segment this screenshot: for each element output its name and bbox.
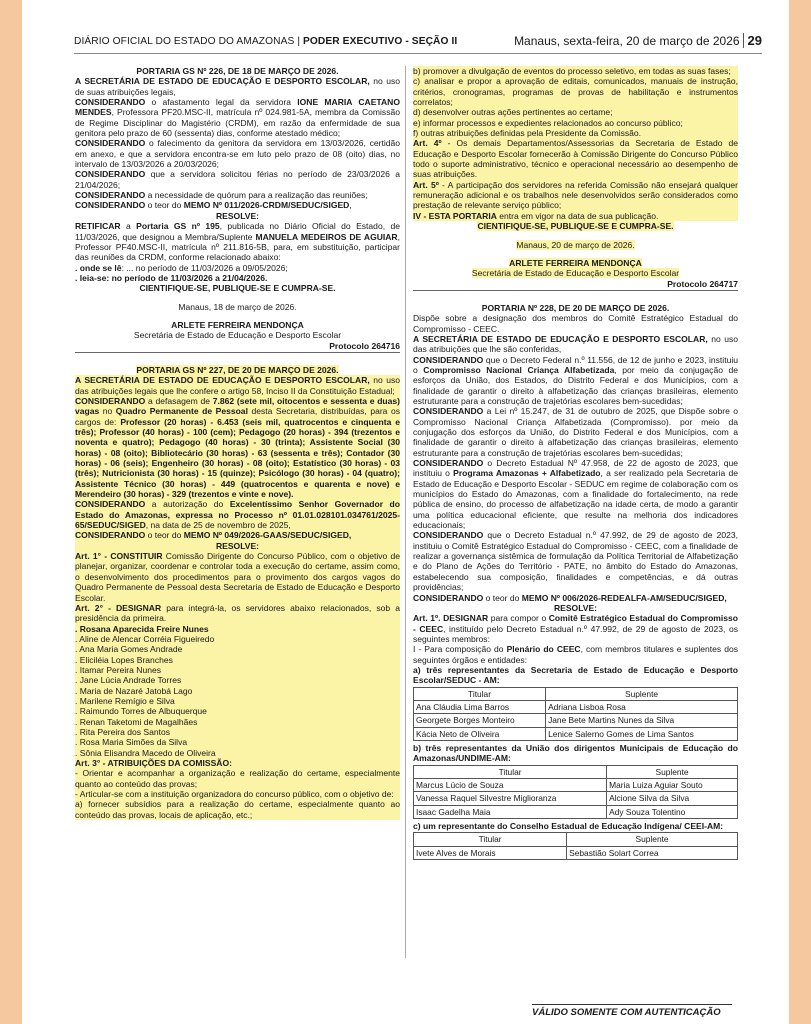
place-date: Manaus, 18 de março de 2026. [178,301,297,312]
list-item: . Itamar Pereira Nunes [75,665,400,675]
portaria-226: PORTARIA GS Nº 226, DE 18 DE MARÇO DE 2026. A SECRETÁRIA DE ESTADO DE EDUCAÇÃO E DESPORTO ESCOLAR, no uso de suas atribuições legais, CONSIDERANDO o afastamento legal da servidora IONE MARIA CAETANO MENDES, Professora PF20.MSC-II, matrícula nº 024.981-5A, membra da Comissão de Regime Disciplinar do Magistério (CRDM), em razão da enfermidade de sua genitora pelo prazo de 60 (sessenta) dias, conforme atestado médico; CONSIDERANDO o falecimento da genitora da servidora em 13/03/2026, certidão em anexo, e que a servidora encontra-se em luto pelo prazo de 08 (oito) dias, no intervalo de 13/03/2026 a 20/03/2026; CONSIDERANDO que a servidora solicitou férias no período de 23/03/2026 a 21/04/2026; CONSIDERANDO a necessidade de quórum para a realização das reuniões; CONSIDERANDO o teor do MEMO Nº 011/2026-CRDM/SEDUC/SIGED, RESOLVE: RETIFICAR a Portaria GS nº 195, publicada no Diário Oficial do Estado, de 11/03/2026, que designou a Membra/Suplente MANUELA MEDEIROS DE AGUIAR, Professor PF40.MSC-II, matrícula nº 211.816-5B, para, em substituição, participar das reuniões da CRDM, conforme relacionado abaixo: . onde se lê: ... no período de 11/03/2026 a 09/05/2026; . leia-se: no período de 11/03/2026 a 21/04/2026. CIENTIFIQUE-SE, PUBLIQUE-SE E CUMPRA-SE. Manaus, 18 de março de 2026. ARLETE FERREIRA MENDONÇA Secretária de Estado de Educação e Desporto Escolar Protocolo 264716 [75,66,400,353]
suplente-cell: Jane Bete Martins Nunes da Silva [546,714,738,727]
portaria-227-continued: b) promover a divulgação de eventos do processo seletivo, em todas as suas fases; c) analisar e propor a aprovação de editais, comunicados, manuais de instrução, critérios, cronogramas, programas de provas de habilitação e instrumentos correlatos; d) desenvolver outras ações pertinentes ao certame; e) informar processos e expedientes relacionados ao concurso público; f) outras atribuições definidas pela Presidente da Comissão. Art. 4º - Os demais Departamentos/Assessorias da Secretaria de Estado de Educação e Desporto Escolar fornecerão à Comissão Dirigente do Concurso Público todo o suporte administrativo, técnico e operacional necessário ao desempenho de suas atribuições. Art. 5º - A participação dos servidores na referida Comissão não ensejará qualquer remuneração adicional e os trabalhos nele desenvolvidos serão considerados como prestação de relevante serviço público; IV - ESTA PORTARIA entra em vigor na data de sua publicação. CIENTIFIQUE-SE, PUBLIQUE-SE E CUMPRA-SE. Manaus, 20 de março de 2026. ARLETE FERREIRA MENDONÇA Secretária de Estado de Educação e Desporto Escolar Protocolo 264717 [413,66,738,291]
commission-members [75,634,400,758]
list-item: . Marilene Remígio e Silva [75,696,400,706]
signer-name: ARLETE FERREIRA MENDONÇA [171,319,304,330]
portaria-227-title: PORTARIA GS Nº 227, DE 20 DE MARÇO DE 2026. [136,364,339,375]
titular-cell: Vanessa Raquel Silvestre Miglioranza [414,792,607,805]
table-row [414,846,738,859]
page-number: 29 [743,33,762,48]
list-item: . Aline de Alencar Corréia Figueiredo [75,634,400,644]
list-item: . Renan Taketomi de Magalhães [75,717,400,727]
table-row [414,727,738,740]
suplente-cell: Sebastião Solart Correa [567,846,738,859]
titular-cell: Georgete Borges Monteiro [414,714,546,727]
protocol-number: Protocolo 264716 [329,340,400,351]
table-row [414,700,738,713]
table-header-row: Titular Suplente [414,765,738,778]
table-header-row: Titular Suplente [414,833,738,846]
right-column [413,66,738,862]
resolve-heading: RESOLVE: [215,210,260,221]
suplente-cell: Lenice Salerno Gomes de Lima Santos [546,727,738,740]
table-undime [413,765,738,819]
list-item: . Jane Lúcia Andrade Torres [75,675,400,685]
protocol-number: Protocolo 264717 [667,278,738,289]
list-item: . Sônia Elisandra Macedo de Oliveira [75,748,400,758]
titular-cell: Marcus Lúcio de Souza [414,779,607,792]
table-row [414,714,738,727]
table-row [414,792,738,805]
portaria-226-title: PORTARIA GS Nº 226, DE 18 DE MARÇO DE 2026. [136,66,339,76]
portaria-228: PORTARIA Nº 228, DE 20 DE MARÇO DE 2026. Dispõe sobre a designação dos membros do Comitê Estratégico Estadual do Compromisso - CEEC. A SECRETÁRIA DE ESTADO DE EDUCAÇÃO E DESPORTO ESCOLAR, no uso das atribuições que lhe são conferidas, CONSIDERANDO que o Decreto Federal n.º 11.556, de 12 de junho e 2023, instituiu o Compromisso Nacional Criança Alfabetizada, por meio da conjugação de esforços da União, dos Estados, do Distrito Federal e dos Municípios, com a finalidade de garantir o direito à alfabetização das crianças brasileiras, elemento estruturante para a construção de trajetórias escolares bem-sucedidas; CONSIDERANDO a Lei nº 15.247, de 31 de outubro de 2025, que Dispõe sobre o Compromisso Nacional Criança Alfabetizada (Compromisso). por meio da conjugação dos esforços da União, do Distrito Federal e dos Municípios, com a finalidade de garantir o direito à alfabetização das crianças brasileiras, elemento estruturante para a construção de trajetórias escolares bem-sucedidas; CONSIDERANDO o Decreto Estadual Nº 47.958, de 22 de agosto de 2023, que instituiu o Programa Amazonas + Alfabetizado, a ser realizado pela Secretaria de Estado de Educação e Desporto Escolar - SEDUC em regime de colaboração com os municípios do Estado do Amazonas, com a finalidade do fortalecimento, na rede pública de ensino, do processo de alfabetização na idade certa, de modo a garantir uma política educacional eficiente, que resulte na melhoria dos indicadores educacionais; CONSIDERANDO que o Decreto Estadual n.º 47.992, de 29 de agosto de 2023, instituiu o Comitê Estratégico Estadual do Compromisso - CEEC, com a finalidade de realizar a governança sistêmica de formulação da Política Territorial de Alfabetização e do Plano de Ações do Território - PATE, no âmbito do Estado do Amazonas, estabelecendo sua composição, finalidades e competências, e dá outras providências; CONSIDERANDO o teor do MEMO Nº 006/2026-REDEALFA-AM/SEDUC/SIGED, RESOLVE: Art. 1º. DESIGNAR para compor o Comitê Estratégico Estadual do Compromisso - CEEC, instituído pelo Decreto Estadual n.º 47.992, de 29 de agosto de 2023, os seguintes membros: I - Para composição do Plenário do CEEC, com membros titulares e suplentes dos seguintes órgãos e entidades: a) três representantes da Secretaria de Estado de Educação e Desporto Escolar/SEDUC - AM: Titular Suplente Ana Cláudia Lima Barros Adriana Lisboa Rosa Georgete Borges Monteiro Jane Bete Martins Nunes da Silva Kácia Neto de Oliveira Lenice Salerno Gomes de Lima Santos b) três representantes da União dos dirigentos Municipais de Educação do Amazonas/UNDIME-AM: Titular Suplente Marcus Lúcio de Souza Maria Luiza Aguiar Souto Vanessa Raquel Silvestre Miglioranza Alcione Silva da Silva Isaac Gadelha Maia Ady Souza Tolentino c) um representante do Conselho Estadual de Educação Indígena/ CEEI-AM: Titular Suplente Ivete Alves de Morais Sebastião Solart Correa [413,303,738,860]
journal-title: DIÁRIO OFICIAL DO ESTADO DO AMAZONAS | PODER EXECUTIVO - SEÇÃO II [74,36,458,47]
left-column [75,66,400,820]
titular-cell: Ana Cláudia Lima Barros [414,700,546,713]
portaria-228-title: PORTARIA Nº 228, DE 20 DE MARÇO DE 2026. [481,302,670,313]
table-row [414,779,738,792]
portaria-227: PORTARIA GS Nº 227, DE 20 DE MARÇO DE 2026. A SECRETÁRIA DE ESTADO DE EDUCAÇÃO E DESPORTO ESCOLAR, no uso das atribuições legais que lhe confere o artigo 58, Inciso II da Constituição Estadual; CONSIDERANDO a defasagem de 7.862 (sete mil, oitocentos e sessenta e duas) vagas no Quadro Permanente de Pessoal desta Secretaria, distribuídas, para os cargos de: Professor (20 horas) - 6.453 (seis mil, quatrocentos e cinquenta e três); Professor (40 horas) - 100 (cem); Pedagogo (20 horas) - 394 (trezentos e noventa e quatro); Pedagogo (40 horas) - 30 (trinta); Assistente Social (30 horas) - 08 (oito); Bibliotecário (30 horas) - 63 (sessenta e três); Contador (30 horas) - 06 (seis); Engenheiro (30 horas) - 08 (oito); Estatístico (30 horas) - 03 (três); Nutricionista (30 horas) - 15 (quinze); Psicólogo (30 horas) - 04 (quatro); Assistente Técnico (30 horas) - 449 (quatrocentos e quarenta e nove) e Merendeiro (30 horas) - 329 (trezentos e vinte e nove). CONSIDERANDO a autorização do Excelentíssimo Senhor Governador do Estado do Amazonas, expressa no Processo nº 01.01.028101.034761/2025-65/SEDUC/SIGED, na data de 25 de novembro de 2025, CONSIDERANDO o teor do MEMO Nº 049/2026-GAAS/SEDUC/SIGED, RESOLVE: Art. 1° - CONSTITUIR Comissão Dirigente do Concurso Público, com o objetivo de planejar, organizar, coordenar e controlar toda a execução do certame, assim como, o desenvolvimento dos procedimentos para o provimento dos cargos vagos do Quadro Permanente de Pessoal desta Secretaria de Estado de Educação e Desporto Escolar. Art. 2° - DESIGNAR para integrá-la, os servidores abaixo relacionados, sob a presidência da primeira. . Rosana Aparecida Freire Nunes . Aline de Alencar Corréia Figueiredo . Ana Maria Gomes Andrade . Eliciléia Lopes Branches . Itamar Pereira Nunes . Jane Lúcia Andrade Torres . Maria de Nazaré Jatobá Lago . Marilene Remígio e Silva . Raimundo Torres de Albuquerque . Renan Taketomi de Magalhães . Rita Pereira dos Santos . Rosa Maria Simões da Silva . Sônia Elisandra Macedo de Oliveira Art. 3° - ATRIBUIÇÕES DA COMISSÃO: - Orientar e acompanhar a organização e realização do certame, especialmente quanto ao conteúdo das provas; - Articular-se com a instituição organizadora do concurso público, com o objetivo de: a) fornecer subsídios para a realização do certame, especialmente quanto ao conteúdo das provas, locais de aplicação, etc.; [75,364,401,820]
table-ceei [413,832,738,860]
authentication-notice: VÁLIDO SOMENTE COM AUTENTICAÇÃO [532,1004,732,1018]
table-header-row: Titular Suplente [414,687,738,700]
column-divider [405,66,406,958]
list-item: . Eliciléia Lopes Branches [75,655,400,665]
titular-cell: Ivete Alves de Morais [414,846,567,859]
suplente-cell: Ady Souza Tolentino [607,805,738,818]
signer-name: ARLETE FERREIRA MENDONÇA [509,257,642,268]
suplente-cell: Adriana Lisboa Rosa [546,700,738,713]
table-row [414,805,738,818]
suplente-cell: Maria Luiza Aguiar Souto [607,779,738,792]
signer-role: Secretária de Estado de Educação e Desporto Escolar [133,330,342,341]
suplente-cell: Alcione Silva da Silva [607,792,738,805]
list-item: . Rosa Maria Simões da Silva [75,737,400,747]
list-item: . Ana Maria Gomes Andrade [75,644,400,654]
list-item: . Maria de Nazaré Jatobá Lago [75,686,400,696]
titular-cell: Kácia Neto de Oliveira [414,727,546,740]
titular-cell: Isaac Gadelha Maia [414,805,607,818]
commission-president: . Rosana Aparecida Freire Nunes [75,624,400,634]
list-item: . Raimundo Torres de Albuquerque [75,706,400,716]
table-sedUC [413,687,738,741]
list-item: . Rita Pereira dos Santos [75,727,400,737]
signer-role: Secretária de Estado de Educação e Desporto Escolar [471,268,680,279]
issue-date: Manaus, sexta-feira, 20 de março de 2026 29 [514,33,762,48]
page-header [74,33,762,54]
place-date: Manaus, 20 de março de 2026. [516,239,635,250]
resolve-heading: RESOLVE: [553,602,598,613]
